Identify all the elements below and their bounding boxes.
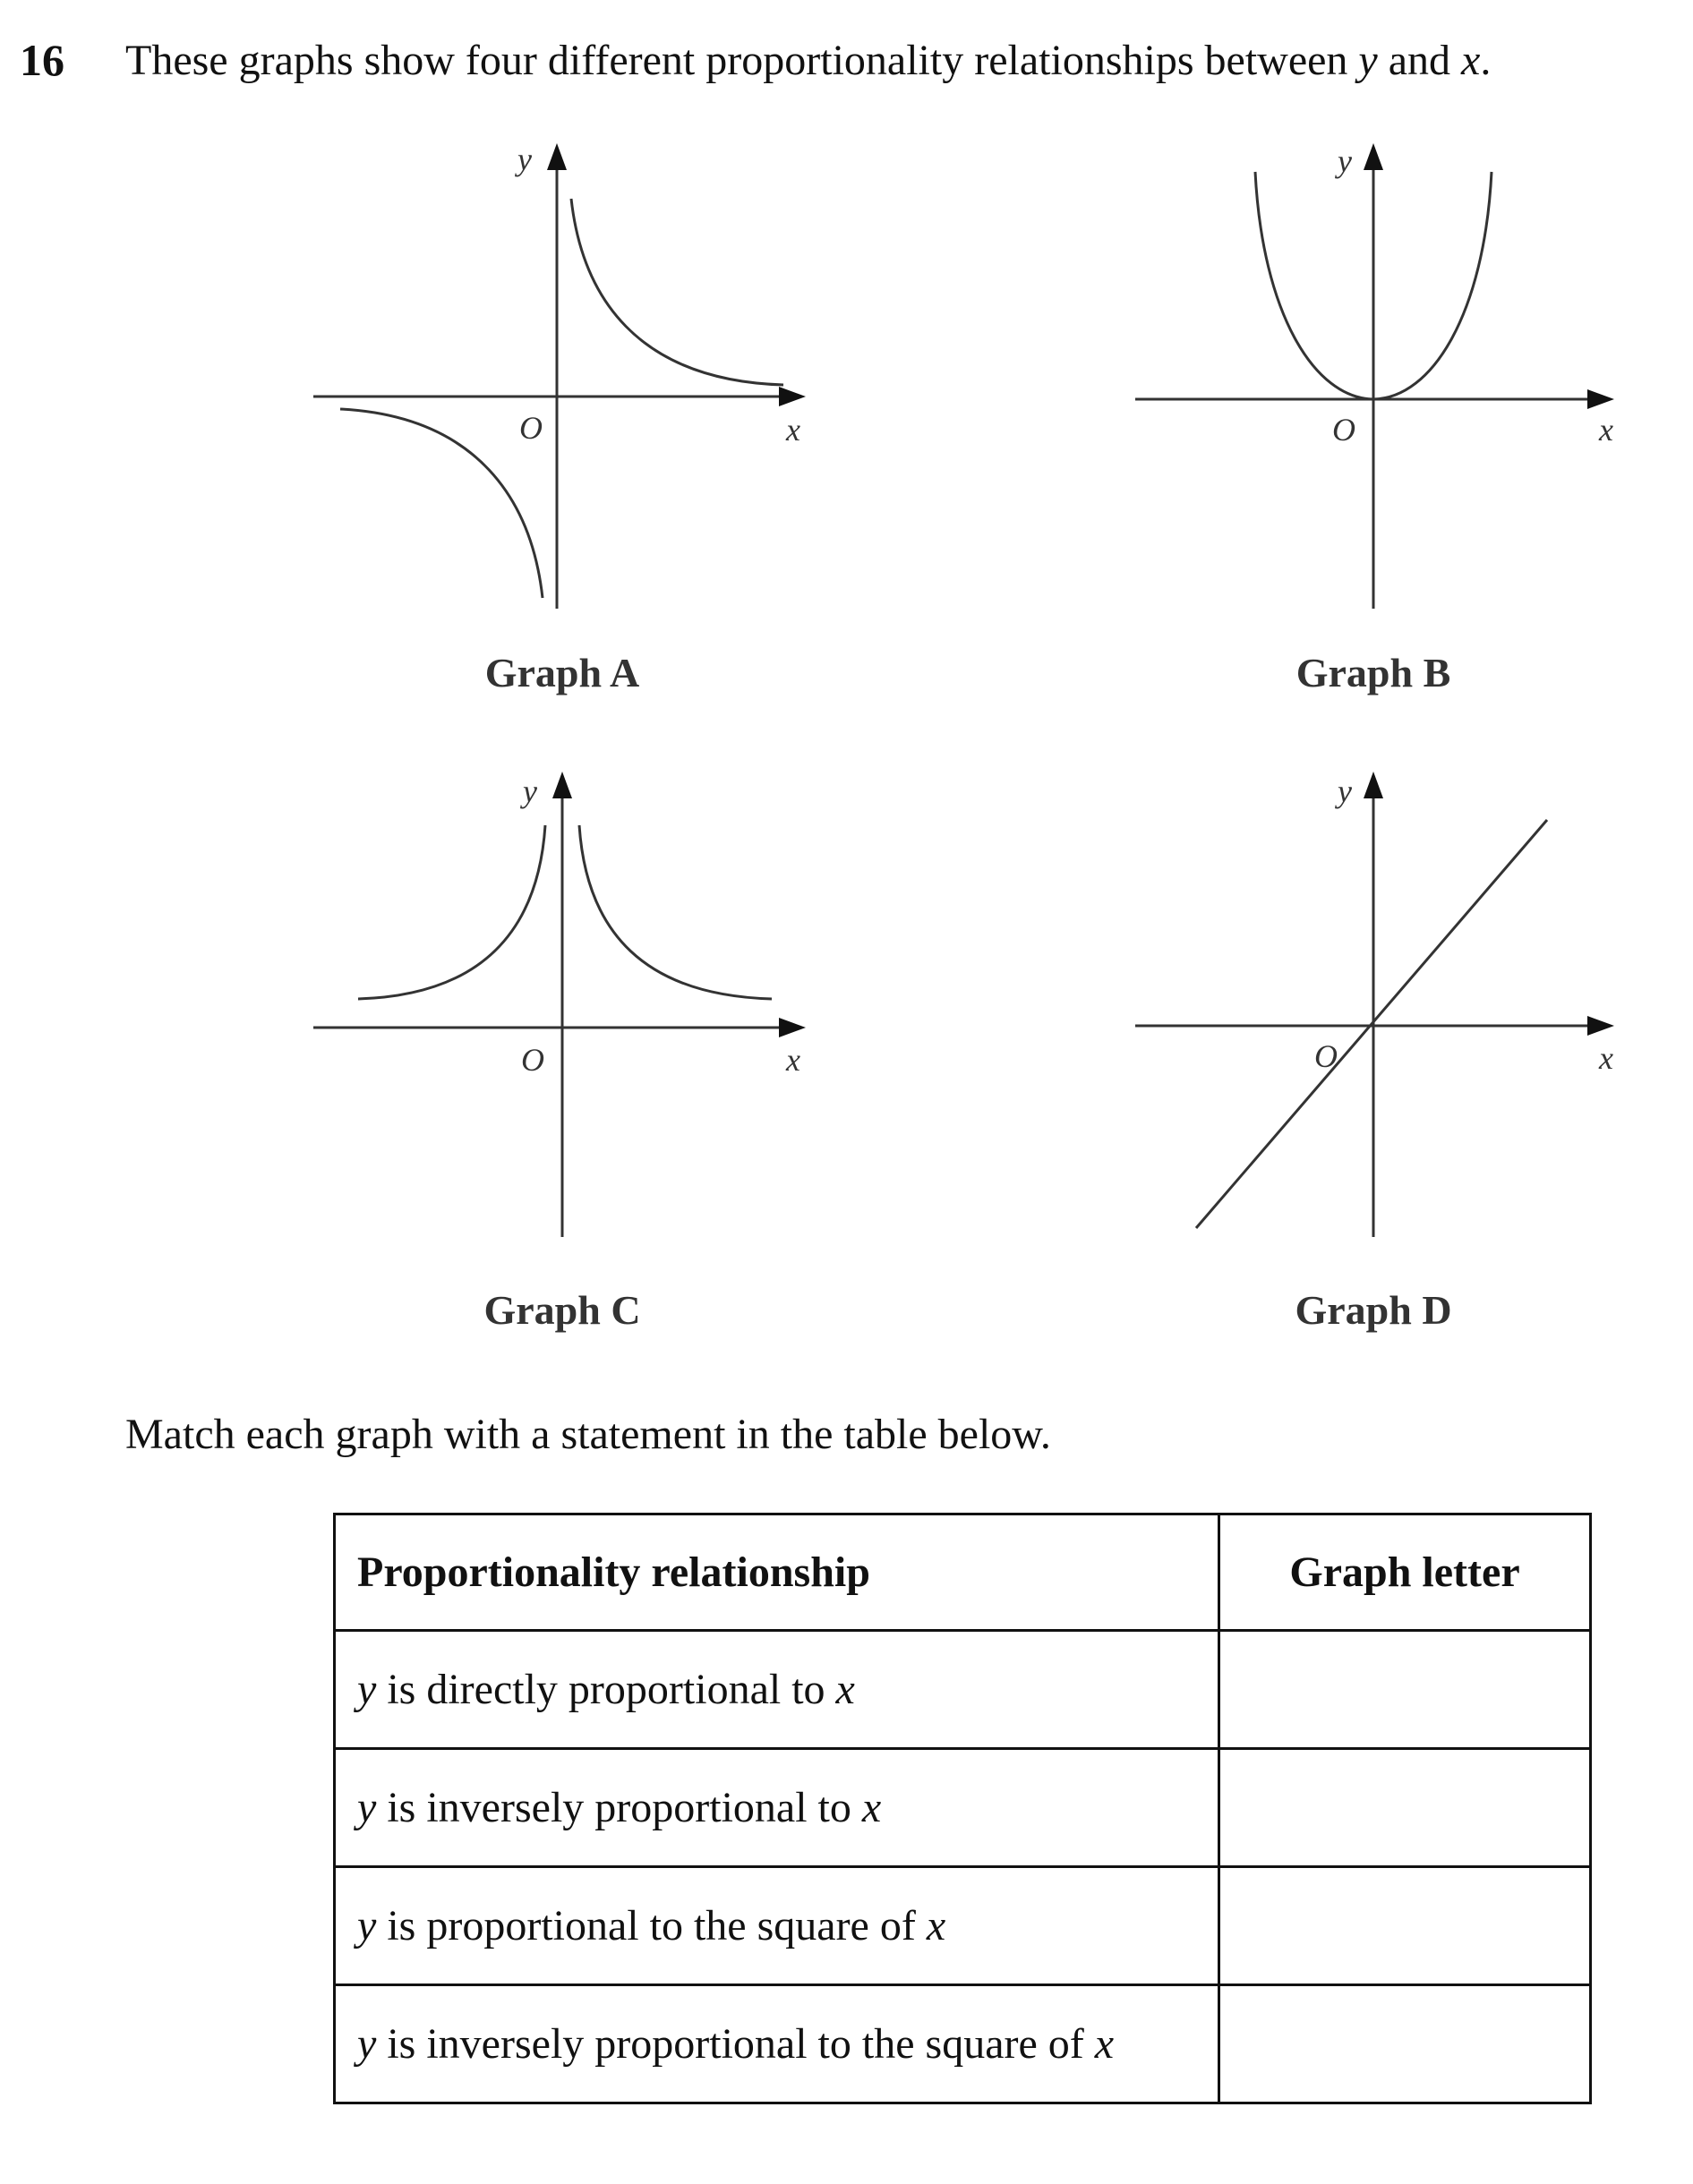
graph-c-origin-label: O: [521, 1042, 544, 1078]
graph-b-x-label: x: [1599, 412, 1613, 448]
answer-cell-square[interactable]: [1219, 1867, 1591, 1985]
statement-text: is directly proportional to: [376, 1666, 836, 1713]
graph-c-y-label: y: [523, 773, 537, 809]
answer-cell-direct[interactable]: [1219, 1631, 1591, 1749]
graph-c-y-arrow: [552, 772, 572, 798]
question-intro: [125, 36, 1491, 85]
graph-b-y-arrow: [1364, 143, 1383, 170]
graph-a-plot: [313, 143, 868, 644]
intro-text-1: These graphs show four different proportionality relationships between: [125, 37, 1359, 84]
graph-c-x-arrow: [779, 1018, 806, 1037]
graph-a-x-label: x: [786, 412, 800, 448]
table-row: [335, 1631, 1591, 1749]
graph-d-origin-label: O: [1314, 1038, 1338, 1074]
question-number: 16: [20, 35, 64, 85]
statement-text: is inversely proportional to the square of: [376, 2020, 1095, 2068]
intro-var-x: x: [1461, 37, 1481, 84]
intro-var-y: y: [1358, 37, 1378, 84]
header-graph-letter: Graph letter: [1219, 1514, 1591, 1631]
graph-c: [313, 772, 868, 1273]
graph-b-caption: Graph B: [1295, 650, 1451, 695]
graph-d-plot: [1135, 772, 1690, 1273]
graph-a-y-label: y: [517, 141, 532, 177]
matching-table: [333, 1513, 1592, 2104]
graph-b-x-arrow: [1587, 389, 1614, 409]
instruction-text: Match each graph with a statement in the table below.: [125, 1411, 1051, 1458]
statement-var-x: x: [835, 1666, 855, 1713]
table-header-row: [335, 1514, 1591, 1631]
graph-a-curve-q3: [340, 409, 543, 598]
statement-var-x: x: [1094, 2020, 1115, 2068]
graph-a: [313, 143, 868, 644]
statement-var-y: y: [357, 1784, 377, 1831]
graph-d-y-arrow: [1364, 772, 1383, 798]
statement-var-y: y: [357, 2020, 377, 2068]
header-relationship: Proportionality relationship: [335, 1514, 1219, 1631]
statement-text: is proportional to the square of: [376, 1902, 927, 1949]
graph-d: [1135, 772, 1690, 1273]
graph-d-line: [1196, 820, 1547, 1228]
intro-text-3: .: [1480, 37, 1492, 84]
graph-d-x-label: x: [1599, 1040, 1613, 1076]
statement-var-y: y: [357, 1902, 377, 1949]
graph-c-curve-left: [358, 825, 545, 999]
table-row: [335, 1985, 1591, 2103]
graph-a-y-arrow: [547, 143, 567, 170]
statement-text: is inversely proportional to: [376, 1784, 862, 1831]
statement-var-y: y: [357, 1666, 377, 1713]
statement-square: [335, 1867, 1219, 1985]
table-row: [335, 1867, 1591, 1985]
intro-text-2: and: [1377, 37, 1462, 84]
graph-c-caption: Graph C: [483, 1287, 641, 1333]
graph-a-caption: Graph A: [484, 650, 640, 695]
graph-d-y-label: y: [1338, 773, 1352, 809]
graph-c-x-label: x: [786, 1042, 800, 1078]
answer-cell-inverse-square[interactable]: [1219, 1985, 1591, 2103]
statement-var-x: x: [861, 1784, 882, 1831]
statement-inverse-square: [335, 1985, 1219, 2103]
graph-a-origin-label: O: [519, 410, 543, 446]
statement-inverse: [335, 1749, 1219, 1867]
graph-b: [1135, 143, 1690, 644]
graph-a-x-arrow: [779, 387, 806, 406]
graph-b-y-label: y: [1338, 143, 1352, 179]
graph-a-curve-q1: [571, 199, 783, 385]
answer-cell-inverse[interactable]: [1219, 1749, 1591, 1867]
graph-b-plot: [1135, 143, 1690, 644]
graph-b-origin-label: O: [1332, 412, 1355, 448]
graph-d-x-arrow: [1587, 1016, 1614, 1036]
graph-d-caption: Graph D: [1295, 1287, 1452, 1333]
graph-c-plot: [313, 772, 868, 1273]
statement-direct: [335, 1631, 1219, 1749]
graph-c-curve-right: [579, 825, 772, 999]
table-row: [335, 1749, 1591, 1867]
statement-var-x: x: [926, 1902, 946, 1949]
